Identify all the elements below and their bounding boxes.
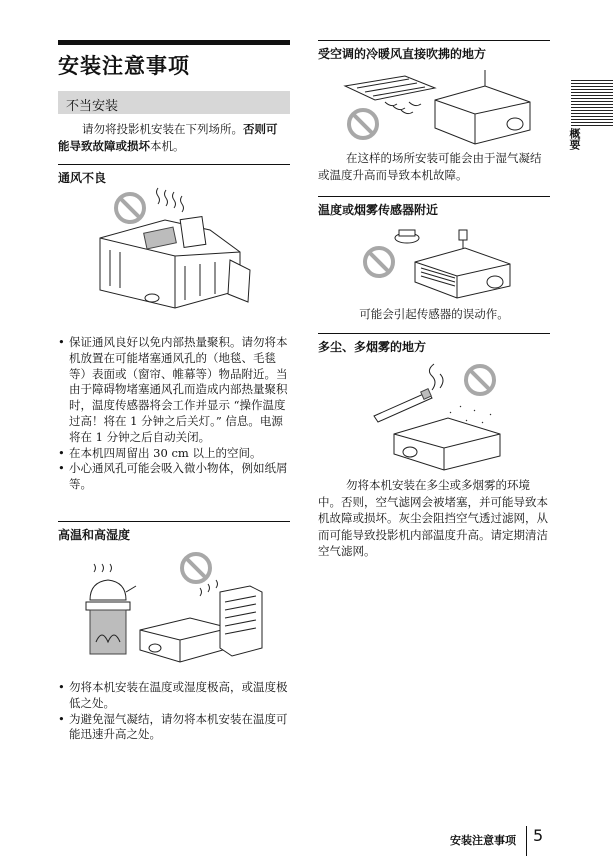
aircon-unit-icon bbox=[345, 76, 435, 114]
prohibited-icon bbox=[182, 554, 210, 582]
sensor-illustration bbox=[355, 224, 515, 299]
heat-rule bbox=[58, 521, 290, 522]
dust-title: 多尘、多烟雾的地方 bbox=[318, 340, 427, 354]
projector-illustration bbox=[140, 618, 230, 662]
sensor-text: 可能会引起传感器的误动作。 bbox=[359, 307, 509, 321]
prohibited-icon bbox=[466, 366, 494, 394]
list-item: • 为避免湿气凝结，请勿将本机安装在温度可能迅速升高之处。 bbox=[58, 712, 290, 744]
title-rule bbox=[58, 40, 290, 45]
ventilation-rule bbox=[58, 164, 290, 165]
subheading: 不当安装 bbox=[66, 99, 119, 114]
intro-paragraph bbox=[58, 121, 288, 154]
ventilation-bullets bbox=[58, 335, 290, 493]
intro-normal-text: 请勿将投影机安装在下列场所。 bbox=[82, 122, 243, 136]
heat-waves-icon bbox=[157, 188, 184, 212]
list-item: • 小心通风孔可能会吸入微小物体，例如纸屑等。 bbox=[58, 461, 290, 493]
aircon-rule bbox=[318, 40, 550, 41]
aircon-illustration bbox=[335, 66, 535, 146]
ventilation-title: 通风不良 bbox=[58, 171, 107, 185]
prohibited-icon bbox=[365, 248, 393, 276]
page-title: 安装注意事项 bbox=[58, 54, 190, 78]
projector-illustration bbox=[435, 70, 530, 144]
footer-rule bbox=[526, 826, 527, 856]
kettle-stove-icon bbox=[86, 564, 136, 654]
list-item: • 保证通风良好以免内部热量聚积。请勿将本机放置在可能堵塞通风孔的（地毯、毛毯等）表面或（窗帘、帷幕等）物品附近。当由于障碍物堵塞通风孔而造成内部热量聚积时，温度传感器将会工作并显示 “操作温度过高！将在 1 分钟之后关灯。” 信息。电源将在 1 分钟之后自动关闭。 bbox=[58, 335, 290, 446]
heat-bullets bbox=[58, 680, 290, 743]
dust-text: 勿将本机安装在多尘或多烟雾的环境中。否则，空气滤网会被堵塞，并可能导致本机故障或损坏。灰尘会阻挡空气透过滤网，从而可能导致投影机内部温度升高。请定期清洁空气滤网。 bbox=[318, 478, 548, 558]
ventilation-illustration bbox=[90, 190, 260, 315]
list-item: • 勿将本机安装在温度或湿度极高，或温度极低之处。 bbox=[58, 680, 290, 712]
prohibited-icon bbox=[116, 194, 144, 222]
heat-title: 高温和高湿度 bbox=[58, 528, 131, 542]
prohibited-icon bbox=[349, 110, 377, 138]
projector-illustration bbox=[100, 217, 250, 308]
smoke-sensor-icon bbox=[395, 230, 419, 243]
page-number: 5 bbox=[533, 826, 544, 845]
intro-end-text: 本机。 bbox=[150, 138, 185, 153]
intro-bold-text: 否则可能导致故障或损坏 bbox=[58, 122, 278, 153]
footer-section-name: 安装注意事项 bbox=[450, 834, 516, 847]
aircon-text: 在这样的场所安装可能会由于湿气凝结或温度升高而导致本机故障。 bbox=[318, 151, 542, 182]
projector-illustration bbox=[415, 230, 510, 298]
projector-illustration bbox=[394, 418, 500, 470]
section-tab-label: 概要 bbox=[568, 128, 581, 150]
section-tab-stripes bbox=[571, 80, 613, 128]
list-item: • 在本机四周留出 30 cm 以上的空间。 bbox=[58, 446, 290, 462]
sensor-rule bbox=[318, 196, 550, 197]
sensor-title: 温度或烟雾传感器附近 bbox=[318, 203, 439, 217]
dust-rule bbox=[318, 333, 550, 334]
heat-illustration bbox=[80, 552, 270, 667]
aircon-title: 受空调的冷暖风直接吹拂的地方 bbox=[318, 47, 487, 61]
dust-illustration bbox=[370, 362, 510, 472]
